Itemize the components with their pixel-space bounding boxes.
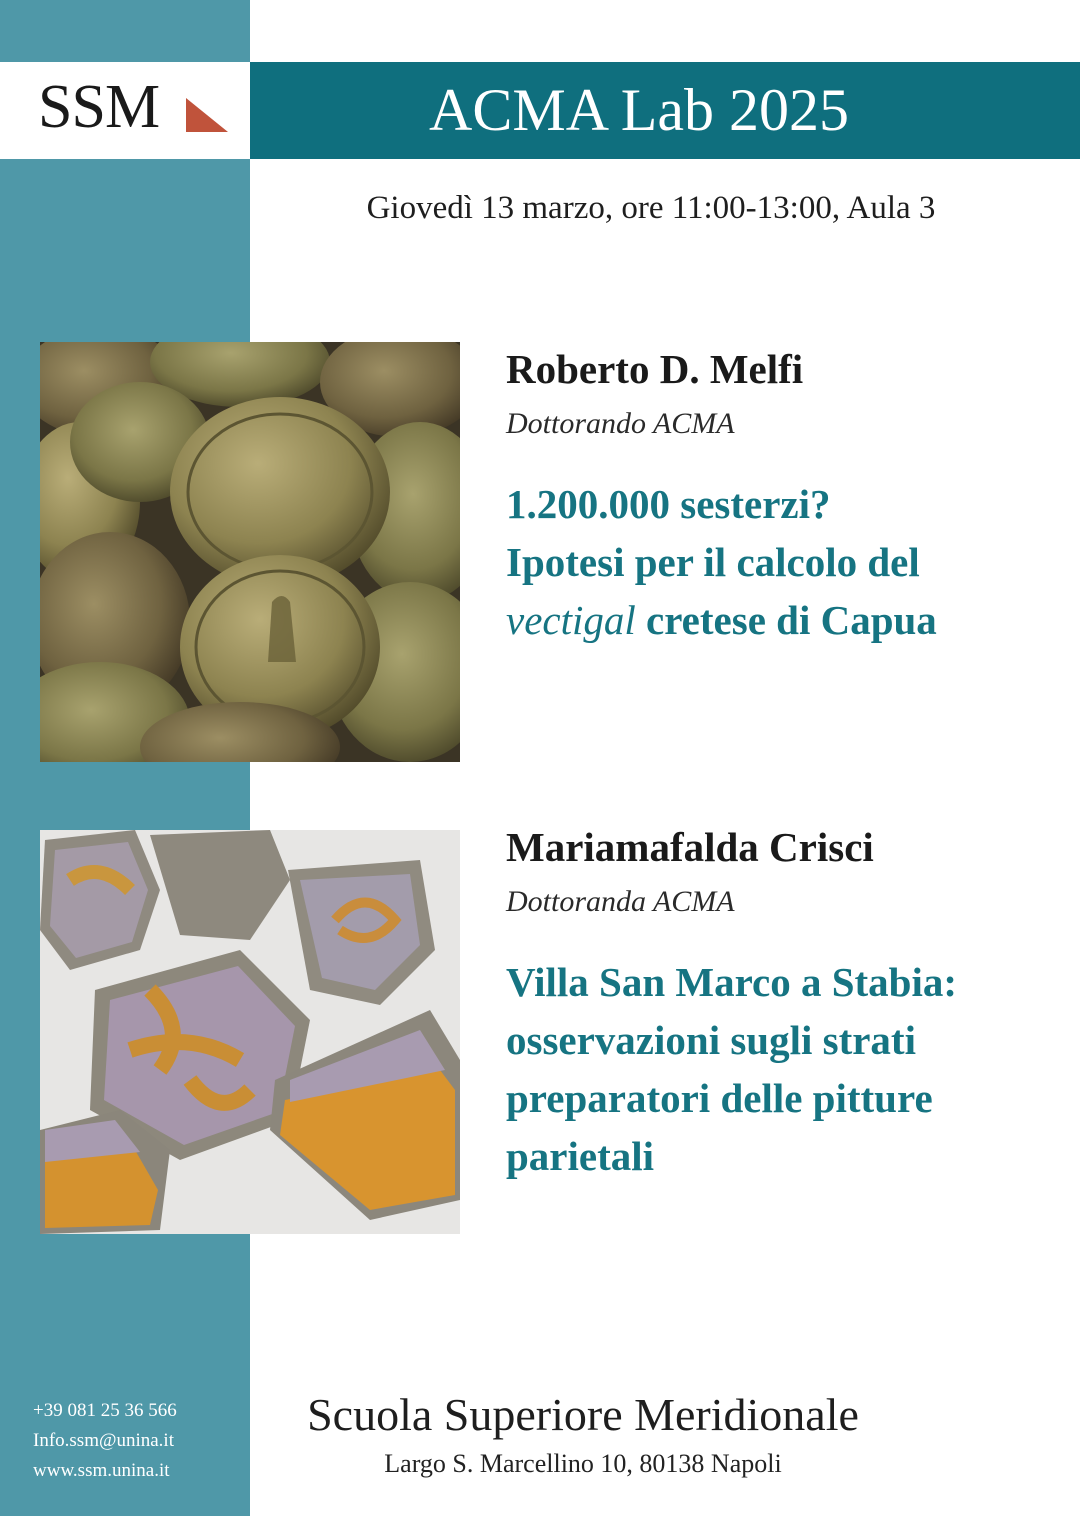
email-address: Info.ssm@unina.it: [33, 1430, 174, 1451]
talk-title-line: preparatori delle pitture: [506, 1075, 933, 1122]
talk-title: [506, 953, 1066, 1185]
logo: [0, 62, 250, 159]
talk-title-line: Ipotesi per il calcolo del: [506, 539, 920, 586]
website-link: www.ssm.unina.it: [33, 1460, 170, 1481]
talk-title-line: 1.200.000 sesterzi?: [506, 481, 831, 528]
talk-title-line: parietali: [506, 1133, 655, 1180]
speaker-card-2: [506, 824, 1066, 1185]
institution-address: Largo S. Marcellino 10, 80138 Napoli: [384, 1449, 782, 1478]
speaker-name: Roberto D. Melfi: [506, 346, 804, 392]
speaker-name: Mariamafalda Crisci: [506, 824, 874, 870]
talk-title-italic: vectigal: [506, 597, 636, 644]
roman-coins-photo: [40, 342, 460, 762]
contact-info: [33, 1396, 177, 1486]
institution-name: Scuola Superiore Meridionale: [307, 1389, 859, 1440]
logo-text: SSM: [38, 73, 160, 141]
page-title: ACMA Lab 2025: [429, 77, 849, 143]
talk-title-line: cretese di Capua: [635, 597, 937, 644]
talk-title: [506, 475, 1066, 649]
talk-title-line: osservazioni sugli strati: [506, 1017, 916, 1064]
speaker-role: Dottoranda ACMA: [506, 885, 735, 919]
phone-number: +39 081 25 36 566: [33, 1400, 177, 1421]
talk-title-line: Villa San Marco a Stabia:: [506, 959, 958, 1006]
header-band: [250, 62, 1080, 159]
speaker-role: Dottorando ACMA: [506, 407, 735, 441]
footer: [250, 1388, 1080, 1479]
wall-painting-fragments-photo: [40, 830, 460, 1234]
logo-triangle-icon: [186, 98, 228, 132]
event-date: Giovedì 13 marzo, ore 11:00-13:00, Aula 3: [366, 190, 936, 226]
speaker-card-1: [506, 346, 1066, 649]
